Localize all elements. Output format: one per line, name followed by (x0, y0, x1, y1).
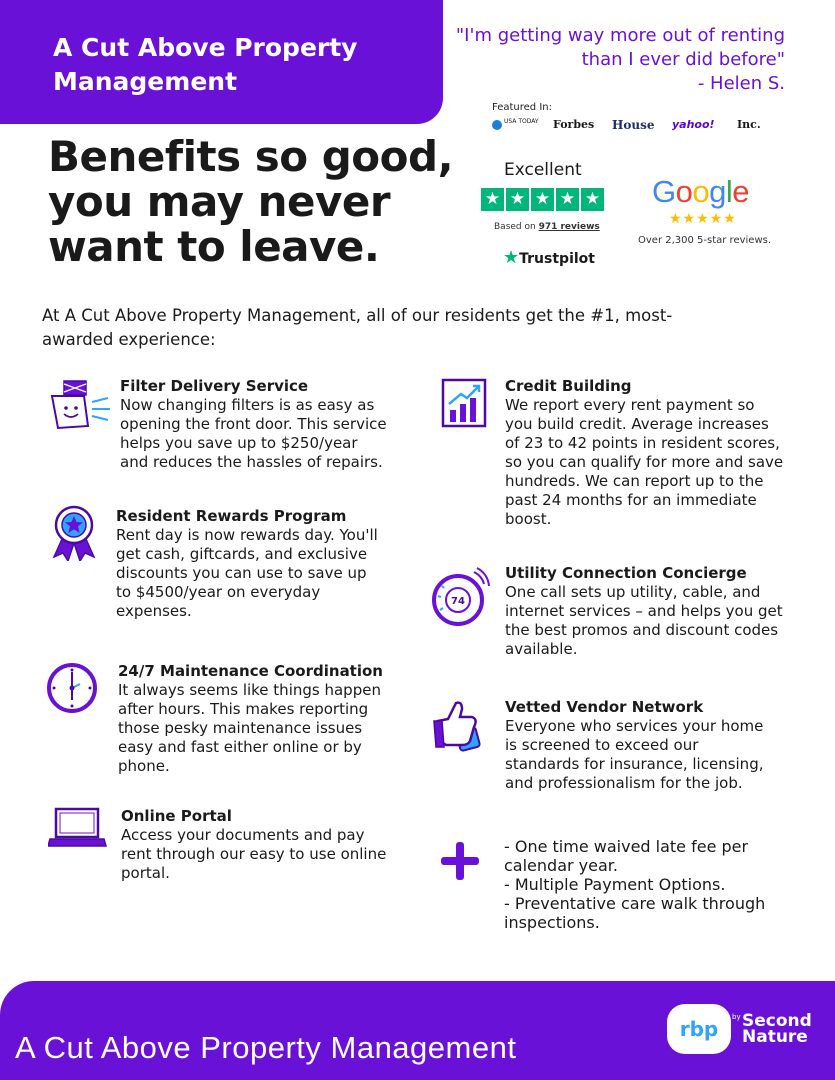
trustpilot-rating-word: Excellent (504, 160, 582, 180)
plus-icon (439, 840, 481, 882)
feature-body: One call sets up utility, cable, and internet services – and helps you get the best promos and discount codes available. (505, 583, 783, 658)
intro-text: At A Cut Above Property Management, all of our residents get the #1, most-awarded experience: (42, 306, 673, 349)
feature-title: Online Portal (121, 807, 232, 825)
company-title: A Cut Above Property Management (53, 33, 358, 96)
feature-filter-delivery (120, 376, 390, 472)
extra-benefits-list (504, 837, 794, 932)
feature-title: 24/7 Maintenance Coordination (118, 662, 383, 680)
feature-title: Resident Rewards Program (116, 507, 347, 525)
feature-body: Rent day is now rewards day. You'll get cash, giftcards, and exclusive discounts you can use to save up to $4500/year on everyday expenses. (116, 526, 378, 620)
press-logos (492, 118, 782, 136)
feature-utility-concierge (505, 563, 790, 659)
quote-author: - Helen S. (697, 73, 785, 94)
clock-icon (46, 662, 98, 714)
star-icon: ★ (531, 188, 554, 211)
feature-body: Now changing filters is as easy as opening the front door. This service helps you save up to $250/year and reduces the hassles of repairs. (120, 396, 387, 471)
thumbs-up-icon (432, 697, 486, 753)
star-icon: ★ (506, 188, 529, 211)
trustpilot-reviews: Based on 971 reviews (494, 222, 600, 232)
header-banner (0, 0, 443, 124)
star-icon: ★ (556, 188, 579, 211)
trustpilot-logo: ★Trustpilot (503, 247, 595, 268)
trustpilot-star-icon: ★ (503, 247, 520, 268)
feature-online-portal (121, 806, 391, 883)
house-logo: House (612, 118, 655, 132)
inc-logo: Inc. (737, 118, 761, 131)
list-item: - Multiple Payment Options. (504, 875, 726, 894)
feature-maintenance (118, 661, 388, 776)
feature-body: It always seems like things happen after hours. This makes reporting those pesky maintenance issues easy and fast either online or by phone. (118, 681, 381, 775)
thermostat-icon (428, 566, 492, 630)
feature-title: Credit Building (505, 377, 632, 395)
testimonial-quote (445, 24, 785, 96)
page-headline: Benefits so good, you may never want to leave. (48, 132, 454, 271)
feature-title: Filter Delivery Service (120, 377, 309, 395)
feature-body: Access your documents and pay rent through our easy to use online portal. (121, 826, 387, 882)
quote-text: "I'm getting way more out of renting than I ever did before" (455, 25, 785, 70)
featured-label: Featured In: (492, 102, 552, 113)
footer-title: A Cut Above Property Management (15, 1030, 517, 1065)
google-logo: Google (652, 174, 750, 209)
filter-box-icon (44, 376, 114, 436)
growth-chart-icon (441, 378, 487, 428)
star-icon: ★ (581, 188, 604, 211)
second-nature-logo: by Second Nature (732, 1011, 812, 1047)
feature-resident-rewards (116, 506, 386, 621)
feature-body: Everyone who services your home is screened to exceed our standards for insurance, licensing, and professionalism for the job. (505, 717, 764, 792)
feature-title: Vetted Vendor Network (505, 698, 704, 716)
yahoo-logo: yahoo! (672, 118, 715, 131)
trustpilot-stars (481, 188, 604, 211)
laptop-icon (48, 806, 108, 850)
feature-title: Utility Connection Concierge (505, 564, 747, 582)
google-reviews-text: Over 2,300 5-star reviews. (638, 235, 772, 246)
feature-vetted-vendor (505, 697, 775, 793)
list-item: - Preventative care walk through inspections. (504, 894, 766, 932)
feature-body: We report every rent payment so you build credit. Average increases of 23 to 42 points in resident scores, so you can qualify for more and save hundreds. We can report up to the past 24 months for an immediate boost. (505, 396, 784, 528)
star-icon: ★ (481, 188, 504, 211)
google-stars: ★★★★★ (669, 211, 737, 227)
list-item: - One time waived late fee per calendar year. (504, 837, 749, 875)
award-ribbon-icon (48, 505, 100, 561)
usa-today-logo: USA TODAY (492, 118, 539, 125)
rbp-logo: rbp (667, 1004, 731, 1054)
svg-text:74: 74 (451, 596, 465, 607)
feature-credit-building (505, 376, 785, 529)
forbes-logo: Forbes (553, 118, 595, 131)
